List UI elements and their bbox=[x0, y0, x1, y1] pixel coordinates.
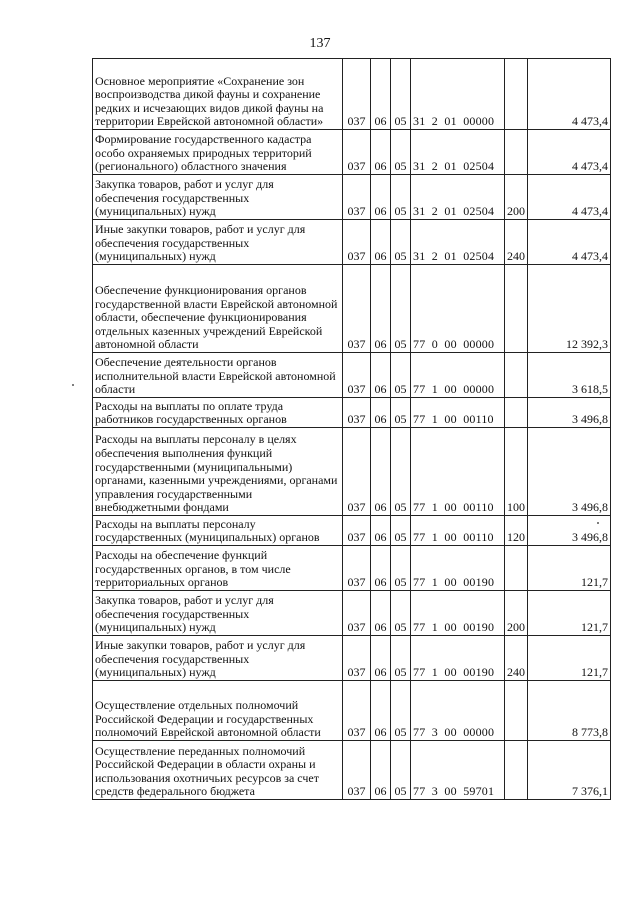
row-subsection-code: 05 bbox=[391, 741, 411, 800]
table-row bbox=[93, 428, 611, 516]
row-name: Закупка товаров, работ и услуг для обеспечения государственных (муниципальных) нужд bbox=[93, 175, 343, 220]
row-subsection-code: 05 bbox=[391, 59, 411, 130]
row-amount: 4 473,4 bbox=[528, 59, 611, 130]
row-section-code: 06 bbox=[371, 741, 391, 800]
row-expense-type bbox=[505, 546, 528, 591]
row-section-code: 06 bbox=[371, 130, 391, 175]
row-target-article: 77 1 00 00190 bbox=[411, 636, 505, 681]
row-ministry-code: 037 bbox=[343, 591, 371, 636]
page-number: 137 bbox=[309, 36, 331, 51]
row-ministry-code: 037 bbox=[343, 175, 371, 220]
row-expense-type bbox=[505, 265, 528, 353]
row-ministry-code: 037 bbox=[343, 398, 371, 428]
row-subsection-code: 05 bbox=[391, 175, 411, 220]
row-ministry-code: 037 bbox=[343, 741, 371, 800]
row-target-article: 77 3 00 00000 bbox=[411, 681, 505, 741]
table-row bbox=[93, 516, 611, 546]
table-row bbox=[93, 398, 611, 428]
table-row bbox=[93, 546, 611, 591]
row-subsection-code: 05 bbox=[391, 546, 411, 591]
table-row bbox=[93, 741, 611, 800]
row-subsection-code: 05 bbox=[391, 130, 411, 175]
row-name: Обеспечение деятельности органов исполнительной власти Еврейской автономной области bbox=[93, 353, 343, 398]
row-amount: 3 496,8 bbox=[528, 516, 611, 546]
row-name: Иные закупки товаров, работ и услуг для обеспечения государственных (муниципальных) нужд bbox=[93, 220, 343, 265]
row-section-code: 06 bbox=[371, 546, 391, 591]
row-expense-type: 240 bbox=[505, 220, 528, 265]
table-row bbox=[93, 353, 611, 398]
row-expense-type: 200 bbox=[505, 175, 528, 220]
table-row bbox=[93, 636, 611, 681]
table-row bbox=[93, 591, 611, 636]
row-amount: 8 773,8 bbox=[528, 681, 611, 741]
row-expense-type bbox=[505, 130, 528, 175]
row-amount: 3 496,8 bbox=[528, 428, 611, 516]
table-row bbox=[93, 265, 611, 353]
row-name: Закупка товаров, работ и услуг для обеспечения государственных (муниципальных) нужд bbox=[93, 591, 343, 636]
row-name: Расходы на выплаты персоналу государственных (муниципальных) органов bbox=[93, 516, 343, 546]
row-ministry-code: 037 bbox=[343, 353, 371, 398]
row-expense-type: 120 bbox=[505, 516, 528, 546]
row-section-code: 06 bbox=[371, 681, 391, 741]
row-target-article: 31 2 01 02504 bbox=[411, 175, 505, 220]
row-section-code: 06 bbox=[371, 398, 391, 428]
row-name: Расходы на выплаты персоналу в целях обеспечения выполнения функций государственными (муниципальными) органами, казенными учреждениями, органами управления государственными внебюджетными фондами bbox=[93, 428, 343, 516]
table-row bbox=[93, 681, 611, 741]
row-ministry-code: 037 bbox=[343, 220, 371, 265]
row-section-code: 06 bbox=[371, 516, 391, 546]
row-section-code: 06 bbox=[371, 428, 391, 516]
row-name: Осуществление отдельных полномочий Российской Федерации и государственных полномочий Еврейской автономной области bbox=[93, 681, 343, 741]
scan-speck bbox=[597, 522, 599, 524]
row-section-code: 06 bbox=[371, 265, 391, 353]
row-amount: 4 473,4 bbox=[528, 130, 611, 175]
row-amount: 12 392,3 bbox=[528, 265, 611, 353]
row-amount: 121,7 bbox=[528, 591, 611, 636]
row-ministry-code: 037 bbox=[343, 59, 371, 130]
row-subsection-code: 05 bbox=[391, 220, 411, 265]
row-target-article: 77 1 00 00190 bbox=[411, 546, 505, 591]
row-ministry-code: 037 bbox=[343, 636, 371, 681]
row-subsection-code: 05 bbox=[391, 636, 411, 681]
row-subsection-code: 05 bbox=[391, 398, 411, 428]
row-amount: 121,7 bbox=[528, 546, 611, 591]
row-ministry-code: 037 bbox=[343, 546, 371, 591]
row-expense-type bbox=[505, 59, 528, 130]
row-name: Обеспечение функционирования органов государственной власти Еврейской автономной области, обеспечение функционирования отдельных казенных учреждений Еврейской автономной области bbox=[93, 265, 343, 353]
row-section-code: 06 bbox=[371, 353, 391, 398]
row-target-article: 77 1 00 00190 bbox=[411, 591, 505, 636]
row-amount: 4 473,4 bbox=[528, 220, 611, 265]
row-amount: 7 376,1 bbox=[528, 741, 611, 800]
row-expense-type bbox=[505, 398, 528, 428]
row-subsection-code: 05 bbox=[391, 265, 411, 353]
row-name: Формирование государственного кадастра особо охраняемых природных территорий (регионального) областного значения bbox=[93, 130, 343, 175]
row-name: Иные закупки товаров, работ и услуг для обеспечения государственных (муниципальных) нужд bbox=[93, 636, 343, 681]
table-row bbox=[93, 59, 611, 130]
row-amount: 3 496,8 bbox=[528, 398, 611, 428]
row-target-article: 77 1 00 00110 bbox=[411, 516, 505, 546]
row-ministry-code: 037 bbox=[343, 681, 371, 741]
row-target-article: 31 2 01 00000 bbox=[411, 59, 505, 130]
table-row bbox=[93, 130, 611, 175]
row-expense-type: 100 bbox=[505, 428, 528, 516]
row-subsection-code: 05 bbox=[391, 591, 411, 636]
row-target-article: 77 1 00 00110 bbox=[411, 428, 505, 516]
row-expense-type bbox=[505, 353, 528, 398]
row-subsection-code: 05 bbox=[391, 681, 411, 741]
row-name: Основное мероприятие «Сохранение зон воспроизводства дикой фауны и сохранение редких и исчезающих видов дикой фауны на территории Еврейской автономной области» bbox=[93, 59, 343, 130]
scan-speck bbox=[72, 384, 74, 386]
row-amount: 4 473,4 bbox=[528, 175, 611, 220]
row-expense-type: 200 bbox=[505, 591, 528, 636]
row-target-article: 77 0 00 00000 bbox=[411, 265, 505, 353]
row-section-code: 06 bbox=[371, 591, 391, 636]
row-section-code: 06 bbox=[371, 175, 391, 220]
row-subsection-code: 05 bbox=[391, 516, 411, 546]
budget-table bbox=[92, 58, 611, 800]
row-amount: 121,7 bbox=[528, 636, 611, 681]
row-section-code: 06 bbox=[371, 59, 391, 130]
row-section-code: 06 bbox=[371, 636, 391, 681]
row-section-code: 06 bbox=[371, 220, 391, 265]
row-name: Расходы на выплаты по оплате труда работников государственных органов bbox=[93, 398, 343, 428]
row-target-article: 77 3 00 59701 bbox=[411, 741, 505, 800]
row-amount: 3 618,5 bbox=[528, 353, 611, 398]
row-subsection-code: 05 bbox=[391, 428, 411, 516]
row-name: Расходы на обеспечение функций государственных органов, в том числе территориальных органов bbox=[93, 546, 343, 591]
row-expense-type bbox=[505, 681, 528, 741]
row-ministry-code: 037 bbox=[343, 428, 371, 516]
row-ministry-code: 037 bbox=[343, 130, 371, 175]
table-row bbox=[93, 175, 611, 220]
row-expense-type bbox=[505, 741, 528, 800]
row-target-article: 77 1 00 00110 bbox=[411, 398, 505, 428]
table-row bbox=[93, 220, 611, 265]
row-ministry-code: 037 bbox=[343, 265, 371, 353]
row-expense-type: 240 bbox=[505, 636, 528, 681]
row-ministry-code: 037 bbox=[343, 516, 371, 546]
row-target-article: 31 2 01 02504 bbox=[411, 130, 505, 175]
row-name: Осуществление переданных полномочий Российской Федерации в области охраны и использования охотничьих ресурсов за счет средств федерального бюджета bbox=[93, 741, 343, 800]
row-target-article: 77 1 00 00000 bbox=[411, 353, 505, 398]
row-subsection-code: 05 bbox=[391, 353, 411, 398]
row-target-article: 31 2 01 02504 bbox=[411, 220, 505, 265]
